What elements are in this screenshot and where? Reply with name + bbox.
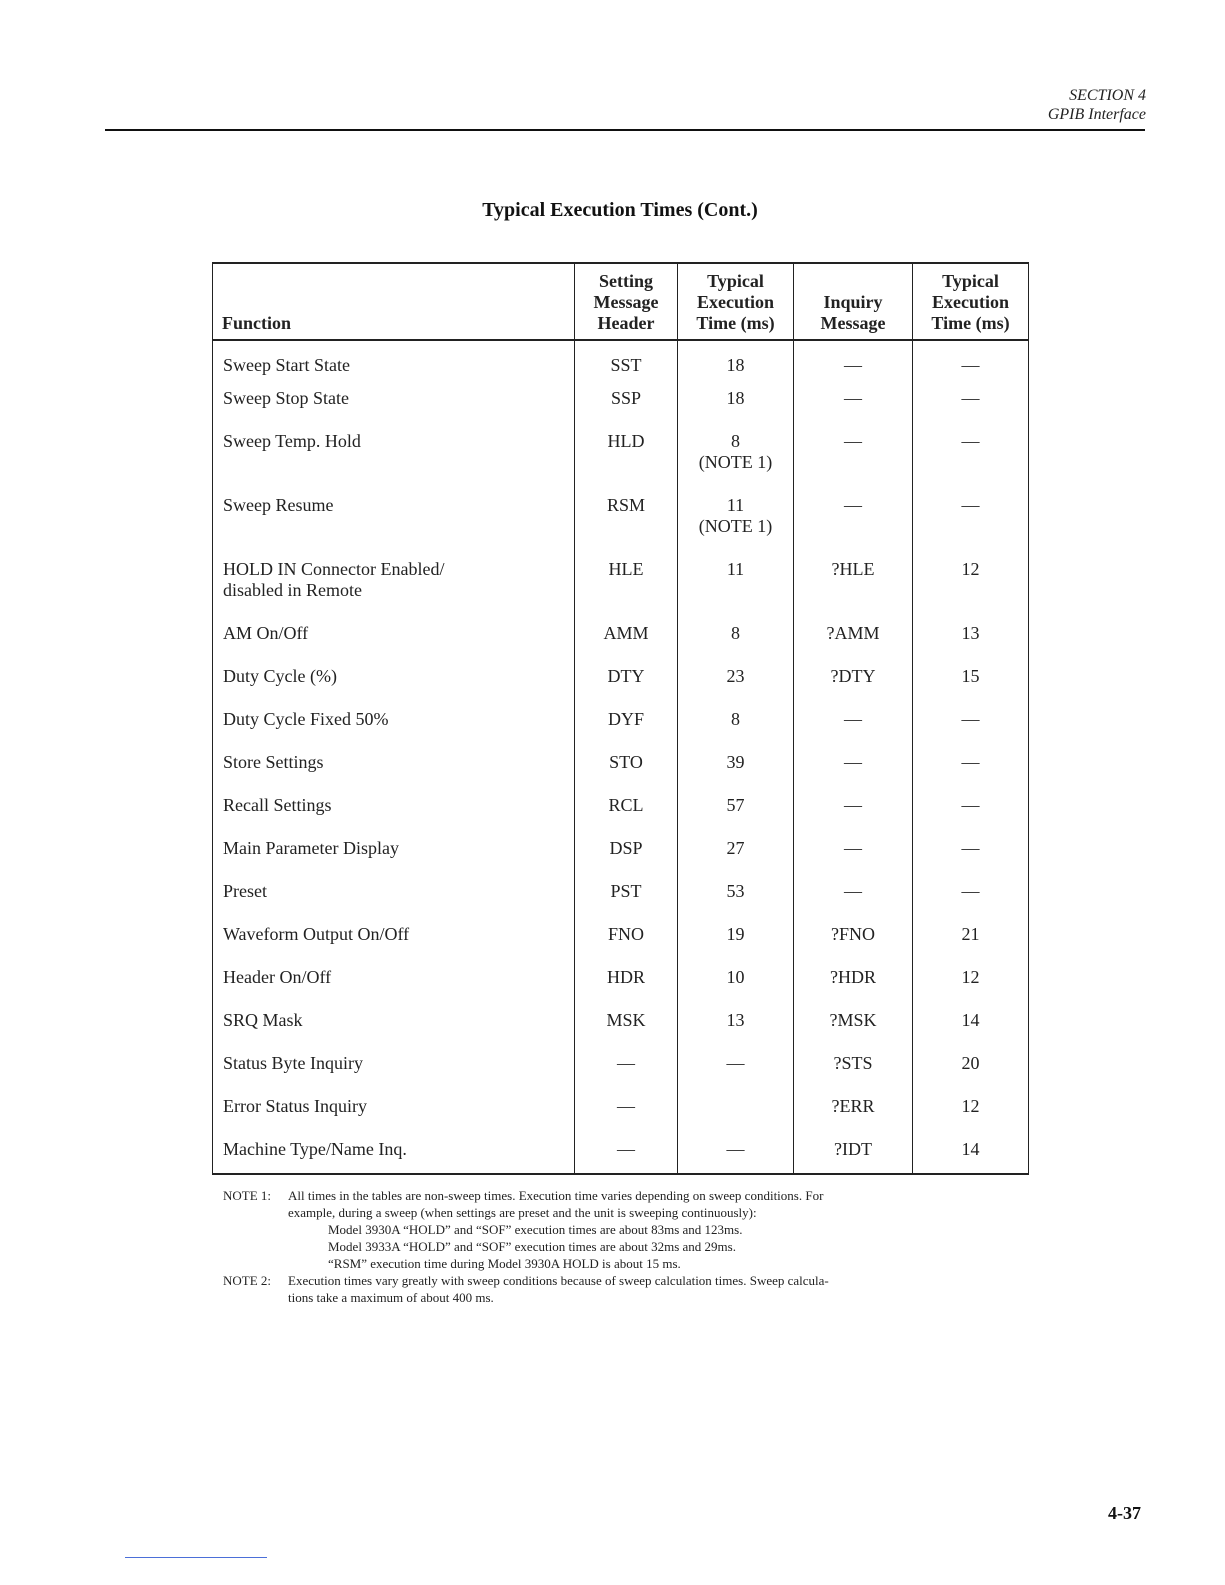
cell-line: 11	[726, 559, 745, 579]
running-header	[1048, 86, 1146, 124]
setting-header-cell	[575, 709, 678, 752]
table-body	[213, 340, 1029, 1174]
header-line: Message	[593, 292, 659, 312]
cell-line: ?FNO	[831, 924, 875, 944]
cell-line: disabled in Remote	[223, 580, 362, 600]
note-1	[223, 1187, 1023, 1204]
setting-time-cell	[678, 1053, 794, 1096]
cell-line: DTY	[607, 666, 645, 686]
cell-line: HLE	[608, 559, 644, 579]
cell-line: —	[961, 881, 980, 901]
inquiry-time-cell	[913, 666, 1029, 709]
setting-time-cell	[678, 795, 794, 838]
cell-line: —	[961, 388, 980, 408]
cell-line: Sweep Temp. Hold	[223, 431, 361, 451]
inquiry-time-cell	[913, 1010, 1029, 1053]
inquiry-message-cell	[794, 431, 913, 495]
cell-line: 18	[726, 355, 745, 375]
header-line: Inquiry	[823, 292, 883, 312]
cell-line: 14	[961, 1139, 980, 1159]
inquiry-time-cell	[913, 752, 1029, 795]
setting-time-cell	[678, 340, 794, 388]
cell-line: —	[617, 1139, 635, 1159]
header-line: Typical	[942, 271, 999, 291]
cell-line: 12	[961, 967, 980, 987]
cell-line: SSP	[610, 388, 642, 408]
header-line: Message	[820, 313, 886, 333]
function-cell	[213, 1096, 575, 1139]
header-function	[213, 263, 575, 340]
setting-header-cell	[575, 1139, 678, 1174]
inquiry-message-cell	[794, 752, 913, 795]
cell-line: Sweep Resume	[223, 495, 334, 515]
setting-header-cell	[575, 559, 678, 623]
scan-artifact-line	[125, 1557, 267, 1558]
cell-line: 8	[731, 431, 740, 451]
function-cell	[213, 623, 575, 666]
inquiry-time-cell	[913, 881, 1029, 924]
execution-times-table	[212, 262, 1029, 1175]
note-text: “RSM” execution time during Model 3930A HOLD is about 15 ms.	[328, 1256, 681, 1271]
setting-time-cell	[678, 495, 794, 559]
cell-line: —	[844, 388, 862, 408]
function-cell	[213, 709, 575, 752]
cell-line: 27	[726, 838, 745, 858]
cell-line: SRQ Mask	[223, 1010, 303, 1030]
inquiry-time-cell	[913, 1053, 1029, 1096]
note-text: Model 3930A “HOLD” and “SOF” execution times are about 83ms and 123ms.	[328, 1222, 743, 1237]
setting-header-cell	[575, 388, 678, 431]
cell-line: —	[961, 838, 980, 858]
setting-header-cell	[575, 1010, 678, 1053]
cell-line: Waveform Output On/Off	[223, 924, 410, 944]
table-row	[213, 838, 1029, 881]
setting-time-cell	[678, 431, 794, 495]
function-cell	[213, 559, 575, 623]
setting-time-cell	[678, 623, 794, 666]
cell-line: DYF	[607, 709, 644, 729]
cell-line: (NOTE 1)	[698, 516, 773, 536]
header-inquiry-message	[794, 263, 913, 340]
setting-time-cell	[678, 388, 794, 431]
cell-line: (NOTE 1)	[698, 452, 773, 472]
cell-line: Header On/Off	[223, 967, 332, 987]
cell-line: —	[961, 355, 980, 375]
cell-line: DSP	[609, 838, 643, 858]
cell-line: SST	[610, 355, 642, 375]
header-line: Time (ms)	[696, 313, 775, 333]
setting-header-cell	[575, 795, 678, 838]
header-rule	[105, 129, 1145, 131]
cell-line: AM On/Off	[223, 623, 309, 643]
cell-line: —	[961, 752, 980, 772]
setting-header-cell	[575, 967, 678, 1010]
header-line: Execution	[931, 292, 1009, 312]
cell-line: Status Byte Inquiry	[223, 1053, 363, 1073]
function-cell	[213, 795, 575, 838]
function-cell	[213, 1053, 575, 1096]
cell-line: 18	[726, 388, 745, 408]
inquiry-time-cell	[913, 967, 1029, 1010]
cell-line: 20	[961, 1053, 980, 1073]
inquiry-time-cell	[913, 559, 1029, 623]
cell-line: 8	[731, 623, 740, 643]
setting-header-cell	[575, 1096, 678, 1139]
cell-line: MSK	[606, 1010, 646, 1030]
function-cell	[213, 752, 575, 795]
header-function-label: Function	[222, 313, 292, 333]
cell-line: 11	[726, 495, 745, 515]
note-text: tions take a maximum of about 400 ms.	[288, 1290, 494, 1305]
function-cell	[213, 881, 575, 924]
header-line: Setting	[599, 271, 653, 291]
table-row	[213, 388, 1029, 431]
cell-line: Sweep Stop State	[223, 388, 349, 408]
cell-line: —	[844, 881, 862, 901]
cell-line: ?IDT	[834, 1139, 872, 1159]
table-row	[213, 709, 1029, 752]
header-inquiry-time	[913, 263, 1029, 340]
cell-line: HDR	[606, 967, 645, 987]
inquiry-message-cell	[794, 924, 913, 967]
table-row	[213, 623, 1029, 666]
cell-line: Duty Cycle Fixed 50%	[223, 709, 389, 729]
note-text: Execution times vary greatly with sweep conditions because of sweep calculation times. Sweep calcula-	[288, 1273, 829, 1288]
inquiry-time-cell	[913, 838, 1029, 881]
page-number: 4-37	[1108, 1503, 1141, 1523]
cell-line: RSM	[606, 495, 646, 515]
setting-header-cell	[575, 623, 678, 666]
inquiry-message-cell	[794, 1053, 913, 1096]
setting-header-cell	[575, 838, 678, 881]
table-row	[213, 340, 1029, 388]
inquiry-message-cell	[794, 881, 913, 924]
table-row	[213, 431, 1029, 495]
cell-line: RCL	[608, 795, 644, 815]
section-label: SECTION 4	[1069, 87, 1146, 104]
setting-time-cell	[678, 838, 794, 881]
setting-time-cell	[678, 752, 794, 795]
inquiry-message-cell	[794, 623, 913, 666]
table-row	[213, 881, 1029, 924]
header-line: Typical	[707, 271, 764, 291]
cell-line: 23	[726, 666, 745, 686]
header-line: Header	[597, 313, 655, 333]
function-cell	[213, 495, 575, 559]
setting-header-cell	[575, 340, 678, 388]
cell-line: 57	[726, 795, 745, 815]
section-subtitle: GPIB Interface	[1047, 106, 1146, 123]
cell-line: —	[844, 431, 862, 451]
cell-line: —	[844, 752, 862, 772]
setting-header-cell	[575, 752, 678, 795]
cell-line: Recall Settings	[223, 795, 332, 815]
cell-line: FNO	[607, 924, 644, 944]
setting-header-cell	[575, 881, 678, 924]
setting-time-cell	[678, 1139, 794, 1174]
cell-line: 53	[726, 881, 745, 901]
note-2-label: NOTE 2:	[223, 1273, 272, 1288]
cell-line: ?HLE	[831, 559, 875, 579]
inquiry-time-cell	[913, 709, 1029, 752]
inquiry-time-cell	[913, 1139, 1029, 1174]
header-setting-message	[575, 263, 678, 340]
cell-line: ?STS	[833, 1053, 873, 1073]
setting-header-cell	[575, 666, 678, 709]
setting-time-cell	[678, 1096, 794, 1139]
function-cell	[213, 431, 575, 495]
note-2	[223, 1272, 1023, 1289]
cell-line: —	[961, 795, 980, 815]
cell-line: 10	[726, 967, 745, 987]
cell-line: —	[844, 795, 862, 815]
inquiry-time-cell	[913, 431, 1029, 495]
inquiry-message-cell	[794, 709, 913, 752]
cell-line: 13	[961, 623, 980, 643]
cell-line: Store Settings	[223, 752, 324, 772]
function-cell	[213, 340, 575, 388]
function-cell	[213, 1010, 575, 1053]
header-line: Time (ms)	[931, 313, 1010, 333]
setting-time-cell	[678, 559, 794, 623]
setting-time-cell	[678, 709, 794, 752]
inquiry-message-cell	[794, 495, 913, 559]
note-text: All times in the tables are non-sweep times. Execution time varies depending on sweep conditions. For	[288, 1188, 824, 1203]
cell-line: 14	[961, 1010, 980, 1030]
cell-line: ?ERR	[831, 1096, 875, 1116]
cell-line: Machine Type/Name Inq.	[223, 1139, 407, 1159]
cell-line: HOLD IN Connector Enabled/	[223, 559, 445, 579]
note-1-label: NOTE 1:	[223, 1188, 272, 1203]
cell-line: ?HDR	[830, 967, 876, 987]
cell-line: ?DTY	[830, 666, 876, 686]
inquiry-message-cell	[794, 1139, 913, 1174]
cell-line: ?AMM	[826, 623, 880, 643]
cell-line: —	[844, 495, 862, 515]
table-row	[213, 967, 1029, 1010]
inquiry-message-cell	[794, 388, 913, 431]
header-setting-time	[678, 263, 794, 340]
table-row	[213, 924, 1029, 967]
cell-line: 8	[731, 709, 740, 729]
table-row	[213, 1010, 1029, 1053]
cell-line: HLD	[607, 431, 645, 451]
cell-line: 15	[961, 666, 980, 686]
inquiry-message-cell	[794, 559, 913, 623]
setting-time-cell	[678, 1010, 794, 1053]
inquiry-time-cell	[913, 1096, 1029, 1139]
cell-line: —	[617, 1053, 635, 1073]
inquiry-time-cell	[913, 623, 1029, 666]
cell-line: Preset	[223, 881, 267, 901]
function-cell	[213, 838, 575, 881]
setting-header-cell	[575, 495, 678, 559]
inquiry-time-cell	[913, 795, 1029, 838]
cell-line: Error Status Inquiry	[223, 1096, 367, 1116]
cell-line: 21	[961, 924, 980, 944]
page-title: Typical Execution Times (Cont.)	[482, 199, 758, 221]
table-row	[213, 495, 1029, 559]
inquiry-message-cell	[794, 666, 913, 709]
function-cell	[213, 1139, 575, 1174]
cell-line: 19	[726, 924, 745, 944]
cell-line: Main Parameter Display	[223, 838, 399, 858]
cell-line: 12	[961, 1096, 980, 1116]
inquiry-message-cell	[794, 795, 913, 838]
table-header-row	[213, 263, 1029, 340]
cell-line: Duty Cycle (%)	[223, 666, 337, 686]
inquiry-message-cell	[794, 340, 913, 388]
inquiry-time-cell	[913, 495, 1029, 559]
cell-line: 12	[961, 559, 980, 579]
function-cell	[213, 388, 575, 431]
table-row	[213, 559, 1029, 623]
cell-line: —	[844, 355, 862, 375]
setting-time-cell	[678, 924, 794, 967]
table-row	[213, 795, 1029, 838]
inquiry-time-cell	[913, 388, 1029, 431]
inquiry-message-cell	[794, 967, 913, 1010]
cell-line: —	[844, 838, 862, 858]
inquiry-message-cell	[794, 838, 913, 881]
function-cell	[213, 967, 575, 1010]
cell-line: PST	[610, 881, 642, 901]
function-cell	[213, 666, 575, 709]
header-line: Execution	[696, 292, 774, 312]
cell-line: STO	[609, 752, 643, 772]
cell-line: —	[726, 1139, 745, 1159]
setting-header-cell	[575, 924, 678, 967]
table-row	[213, 752, 1029, 795]
cell-line: ?MSK	[829, 1010, 877, 1030]
table-row	[213, 1139, 1029, 1174]
setting-time-cell	[678, 967, 794, 1010]
cell-line: 13	[726, 1010, 745, 1030]
table-row	[213, 666, 1029, 709]
note-text: Model 3933A “HOLD” and “SOF” execution times are about 32ms and 29ms.	[328, 1239, 736, 1254]
setting-time-cell	[678, 666, 794, 709]
cell-line: Sweep Start State	[223, 355, 350, 375]
cell-line: 39	[726, 752, 745, 772]
note-text: example, during a sweep (when settings are preset and the unit is sweeping continuously):	[288, 1205, 757, 1220]
function-cell	[213, 924, 575, 967]
setting-header-cell	[575, 431, 678, 495]
inquiry-time-cell	[913, 924, 1029, 967]
table-row	[213, 1053, 1029, 1096]
cell-line: AMM	[603, 623, 649, 643]
cell-line: —	[961, 431, 980, 451]
setting-header-cell	[575, 1053, 678, 1096]
cell-line: —	[726, 1053, 745, 1073]
setting-time-cell	[678, 881, 794, 924]
inquiry-time-cell	[913, 340, 1029, 388]
cell-line: —	[844, 709, 862, 729]
cell-line: —	[961, 495, 980, 515]
cell-line: —	[617, 1096, 635, 1116]
inquiry-message-cell	[794, 1096, 913, 1139]
notes	[223, 1187, 1023, 1306]
inquiry-message-cell	[794, 1010, 913, 1053]
cell-line: —	[961, 709, 980, 729]
table-row	[213, 1096, 1029, 1139]
